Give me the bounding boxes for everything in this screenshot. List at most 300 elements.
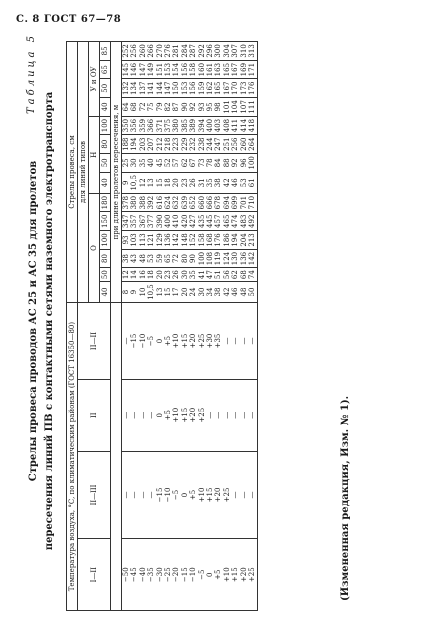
sag-cell: 136 bbox=[240, 249, 248, 268]
sag-cell: 414 bbox=[240, 116, 248, 135]
span-col-header: 50 bbox=[100, 154, 111, 173]
temp-cell: +15 bbox=[181, 303, 189, 380]
sag-cell: 375 bbox=[164, 116, 172, 135]
sag-cell: 8 bbox=[122, 281, 131, 302]
sag-cell: 186 bbox=[223, 231, 231, 250]
temp-cell: — bbox=[248, 303, 257, 380]
sag-cell: 74 bbox=[248, 268, 257, 282]
sag-cell: 45 bbox=[156, 154, 164, 173]
sag-cell: 149 bbox=[147, 60, 155, 79]
sag-cell: 100 bbox=[198, 249, 206, 268]
sag-cell: 108 bbox=[206, 249, 214, 268]
sag-cell: 93 bbox=[122, 231, 131, 250]
sag-cell: 137 bbox=[139, 79, 147, 98]
temp-cell: +5 bbox=[164, 379, 172, 451]
temp-cell: −5 bbox=[172, 451, 180, 539]
sag-cell: 92 bbox=[231, 154, 239, 173]
temp-cell: +10 bbox=[172, 303, 180, 380]
sag-cell: 72 bbox=[139, 98, 147, 117]
temp-cell: +35 bbox=[214, 303, 222, 380]
sag-cell: 380 bbox=[172, 116, 180, 135]
sag-cell: 25 bbox=[122, 154, 131, 173]
sag-cell: 223 bbox=[172, 135, 180, 154]
sag-cell: 68 bbox=[240, 268, 248, 282]
sag-cell: 152 bbox=[189, 231, 197, 250]
sag-cell: 377 bbox=[147, 212, 155, 231]
sag-cell: 408 bbox=[223, 116, 231, 135]
sag-cell: 41 bbox=[198, 268, 206, 282]
sag-cell: 159 bbox=[198, 79, 206, 98]
sag-cell: 171 bbox=[248, 60, 257, 79]
sag-cell: 119 bbox=[214, 249, 222, 268]
table-caption-line1: Стрелы провеса проводов АС 25 и АС 35 для пролетов bbox=[28, 160, 39, 482]
sag-cell: 270 bbox=[156, 42, 164, 61]
sag-cell: 147 bbox=[164, 79, 172, 98]
sag-cell: 124 bbox=[223, 249, 231, 268]
sag-cell: 380 bbox=[130, 193, 138, 212]
sag-cell: 371 bbox=[156, 116, 164, 135]
table-row bbox=[156, 42, 164, 611]
sag-cell: 153 bbox=[164, 60, 172, 79]
sag-cell: 75 bbox=[147, 98, 155, 117]
sag-cell: 20 bbox=[172, 172, 180, 193]
temp-group-header: Температура воздуха, °С, по климатическим районам (ГОСТ 16350—80) bbox=[67, 303, 78, 611]
sag-cell: 100 bbox=[248, 154, 257, 173]
sag-cell: 213 bbox=[248, 231, 257, 250]
table-row bbox=[139, 42, 147, 611]
sag-cell: 212 bbox=[156, 135, 164, 154]
sag-cell: 15 bbox=[164, 281, 172, 302]
table-row bbox=[223, 42, 231, 611]
sag-cell: 445 bbox=[206, 212, 214, 231]
sag-cell: 24 bbox=[189, 281, 197, 302]
sag-cell: 256 bbox=[130, 42, 138, 61]
temp-cell: +10 bbox=[198, 451, 206, 539]
span-length-header: при длине пролетов пересечения, м bbox=[111, 42, 122, 303]
sag-cell: 61 bbox=[248, 172, 257, 193]
sag-cell: 10,5 bbox=[147, 281, 155, 302]
sag-cell: 18 bbox=[147, 268, 155, 282]
sag-cell: 176 bbox=[214, 231, 222, 250]
temp-cell: +15 bbox=[231, 539, 239, 611]
sag-cell: 218 bbox=[164, 135, 172, 154]
sag-cell: 153 bbox=[181, 79, 189, 98]
sag-cell: 84 bbox=[214, 154, 222, 173]
sag-cell: 457 bbox=[214, 212, 222, 231]
table-row bbox=[130, 42, 138, 611]
table-number: Таблица 5 bbox=[26, 33, 37, 115]
sag-cell: 411 bbox=[231, 116, 239, 135]
sag-cell: 17 bbox=[172, 281, 180, 302]
sag-cell: 300 bbox=[214, 42, 222, 61]
sag-cell: 160 bbox=[198, 60, 206, 79]
sag-cell: 366 bbox=[147, 116, 155, 135]
temp-cell: — bbox=[122, 303, 131, 380]
sag-cell: 26 bbox=[172, 268, 180, 282]
sag-cell: 260 bbox=[139, 42, 147, 61]
sag-cell: 67 bbox=[189, 154, 197, 173]
sag-cell: 46 bbox=[231, 172, 239, 193]
sag-cell: 483 bbox=[240, 212, 248, 231]
temp-cell: — bbox=[122, 379, 131, 451]
span-col-header: 40 bbox=[100, 281, 111, 302]
temp-cell: −10 bbox=[189, 539, 197, 611]
sag-cell: 168 bbox=[206, 231, 214, 250]
sag-cell: 79 bbox=[156, 98, 164, 117]
temp-cell: 0 bbox=[156, 379, 164, 451]
sag-cell: 158 bbox=[189, 60, 197, 79]
sag-cell: 18 bbox=[164, 172, 172, 193]
temp-cell: −5 bbox=[147, 303, 155, 380]
sag-cell: 65 bbox=[164, 249, 172, 268]
sag-cell: 10,5 bbox=[130, 172, 138, 193]
span-col-header: 50 bbox=[100, 268, 111, 282]
sag-cell: 20 bbox=[181, 281, 189, 302]
sag-cell: 23 bbox=[181, 172, 189, 193]
sag-cell: 82 bbox=[164, 98, 172, 117]
sag-cell: 420 bbox=[181, 212, 189, 231]
temp-cell: −20 bbox=[172, 539, 180, 611]
sag-cell: 161 bbox=[206, 60, 214, 79]
sag-cell: 162 bbox=[206, 79, 214, 98]
temp-cell: — bbox=[223, 303, 231, 380]
sag-cell: 141 bbox=[147, 79, 155, 98]
sag-cell: 46 bbox=[231, 281, 239, 302]
temp-cell: +10 bbox=[223, 539, 231, 611]
table-row bbox=[214, 42, 222, 611]
sag-cell: 78 bbox=[206, 154, 214, 173]
sag-cell: 90 bbox=[181, 98, 189, 117]
temp-cell: +20 bbox=[189, 379, 197, 451]
sag-cell: 30 bbox=[130, 154, 138, 173]
sag-cell: 31 bbox=[198, 172, 206, 193]
sag-cell: 107 bbox=[240, 98, 248, 117]
sag-cell: 624 bbox=[164, 193, 172, 212]
sag-cell: 367 bbox=[139, 212, 147, 231]
temp-cell: — bbox=[206, 379, 214, 451]
sag-cell: 103 bbox=[130, 231, 138, 250]
temp-cell: −35 bbox=[147, 539, 155, 611]
sag-cell: 52 bbox=[164, 154, 172, 173]
temp-cell: — bbox=[223, 379, 231, 451]
table-row bbox=[172, 42, 180, 611]
temp-cell: +10 bbox=[172, 379, 180, 451]
temp-cell: — bbox=[214, 379, 222, 451]
sag-cell: 176 bbox=[248, 79, 257, 98]
temp-col-header: I—II bbox=[78, 539, 111, 611]
sag-cell: 98 bbox=[214, 98, 222, 117]
sag-cell: 678 bbox=[214, 193, 222, 212]
sag-cell: 188 bbox=[122, 135, 131, 154]
sag-cell: 48 bbox=[139, 249, 147, 268]
sag-cell: 701 bbox=[240, 193, 248, 212]
sag-cell: 165 bbox=[223, 60, 231, 79]
sag-cell: 113 bbox=[139, 231, 147, 250]
sag-cell: 9 bbox=[122, 172, 131, 193]
temp-cell: — bbox=[240, 451, 248, 539]
temp-cell: +20 bbox=[189, 303, 197, 380]
sag-cell: 72 bbox=[172, 249, 180, 268]
sag-cell: 194 bbox=[231, 231, 239, 250]
sag-table bbox=[66, 41, 258, 611]
table-caption-line2: пересечения линий ПВ с контактными сетями наземного электротранспорта bbox=[44, 91, 55, 551]
sag-cell: 378 bbox=[122, 193, 131, 212]
sag-cell: 156 bbox=[181, 60, 189, 79]
span-col-header: 50 bbox=[100, 79, 111, 98]
sag-cell: 281 bbox=[172, 42, 180, 61]
sag-cell: 660 bbox=[198, 193, 206, 212]
temp-cell: −15 bbox=[130, 303, 138, 380]
sag-cell: 492 bbox=[248, 212, 257, 231]
sag-cell: 359 bbox=[139, 116, 147, 135]
table-row bbox=[206, 42, 214, 611]
sag-cell: 30 bbox=[198, 281, 206, 302]
sag-cell: 251 bbox=[223, 135, 231, 154]
sag-cell: 151 bbox=[156, 60, 164, 79]
sag-cell: 410 bbox=[172, 212, 180, 231]
sag-cell: 284 bbox=[181, 42, 189, 61]
sag-cell: 50 bbox=[248, 281, 257, 302]
page-header: С. 8 ГОСТ 67—78 bbox=[16, 14, 122, 25]
temp-cell: −15 bbox=[156, 451, 164, 539]
temp-cell: +5 bbox=[164, 303, 172, 380]
sag-cell: 26 bbox=[189, 172, 197, 193]
sag-cell: 474 bbox=[231, 212, 239, 231]
sag-cell: 465 bbox=[223, 212, 231, 231]
sag-cell: 388 bbox=[139, 193, 147, 212]
span-col-header: 40 bbox=[100, 98, 111, 117]
sag-cell: 639 bbox=[181, 193, 189, 212]
sag-cell: 12 bbox=[122, 268, 131, 282]
sag-cell: 16 bbox=[139, 268, 147, 282]
sag-cell: 111 bbox=[248, 98, 257, 117]
sag-cell: 238 bbox=[198, 135, 206, 154]
sag-cell: 15 bbox=[156, 172, 164, 193]
span-col-header: 100 bbox=[100, 116, 111, 135]
sag-cell: 35 bbox=[189, 268, 197, 282]
sag-cell: 14 bbox=[130, 268, 138, 282]
sag-cell: 148 bbox=[181, 231, 189, 250]
temp-cell: −10 bbox=[164, 451, 172, 539]
sag-cell: 35 bbox=[206, 172, 214, 193]
temp-cell: 0 bbox=[206, 539, 214, 611]
sag-cell: 150 bbox=[172, 79, 180, 98]
sag-cell: 38 bbox=[214, 172, 222, 193]
line-type-header: для линий типов bbox=[78, 42, 89, 303]
temp-cell: +30 bbox=[206, 303, 214, 380]
sag-cell: 418 bbox=[248, 116, 257, 135]
sag-cell: 35 bbox=[139, 154, 147, 173]
sag-cell: 9 bbox=[130, 281, 138, 302]
table-row bbox=[147, 42, 155, 611]
sag-cell: 154 bbox=[172, 60, 180, 79]
temp-cell: +25 bbox=[198, 379, 206, 451]
sag-cell: 260 bbox=[240, 135, 248, 154]
sag-cell: 264 bbox=[248, 135, 257, 154]
sag-cell: 256 bbox=[231, 135, 239, 154]
span-col-header: 80 bbox=[100, 135, 111, 154]
sag-cell: 385 bbox=[181, 116, 189, 135]
sag-cell: 53 bbox=[240, 172, 248, 193]
sag-cell: 146 bbox=[130, 60, 138, 79]
sag-cell: 30 bbox=[181, 268, 189, 282]
type-u-header: У и ОУ bbox=[89, 42, 100, 117]
temp-col-header: II—II bbox=[78, 303, 111, 380]
sag-cell: 357 bbox=[130, 212, 138, 231]
temp-cell: +15 bbox=[206, 451, 214, 539]
sag-cell: 170 bbox=[231, 79, 239, 98]
sag-cell: 710 bbox=[248, 193, 257, 212]
sag-cell: 20 bbox=[156, 268, 164, 282]
sag-cell: 68 bbox=[130, 98, 138, 117]
temp-cell: +25 bbox=[223, 451, 231, 539]
sag-cell: 204 bbox=[240, 231, 248, 250]
temp-cell: — bbox=[248, 379, 257, 451]
sag-cell: 350 bbox=[122, 116, 131, 135]
sag-cell: 666 bbox=[206, 193, 214, 212]
sag-cell: 57 bbox=[172, 154, 180, 173]
sag-cell: 43 bbox=[130, 249, 138, 268]
sag-cell: 48 bbox=[240, 281, 248, 302]
sag-cell: 392 bbox=[147, 193, 155, 212]
temp-cell: +20 bbox=[240, 539, 248, 611]
sag-cell: 394 bbox=[198, 116, 206, 135]
sag-cell: 616 bbox=[156, 193, 164, 212]
sag-cell: 96 bbox=[240, 154, 248, 173]
sag-cell: 163 bbox=[214, 60, 222, 79]
sag-cell: 88 bbox=[223, 154, 231, 173]
span-col-header: 150 bbox=[100, 212, 111, 231]
sag-cell: 310 bbox=[240, 42, 248, 61]
sag-cell: 62 bbox=[181, 154, 189, 173]
sag-cell: 38 bbox=[214, 281, 222, 302]
temp-col-header: II—III bbox=[78, 451, 111, 539]
sag-cell: 194 bbox=[130, 135, 138, 154]
sag-cell: 92 bbox=[189, 98, 197, 117]
span-col-header: 180 bbox=[100, 193, 111, 212]
sag-cell: 203 bbox=[139, 135, 147, 154]
sag-cell: 80 bbox=[181, 249, 189, 268]
sag-cell: 132 bbox=[122, 79, 131, 98]
sag-cell: 142 bbox=[248, 249, 257, 268]
span-col-header: 65 bbox=[100, 60, 111, 79]
temp-cell: — bbox=[139, 451, 147, 539]
sag-cell: 165 bbox=[214, 79, 222, 98]
sag-cell: 144 bbox=[156, 79, 164, 98]
sag-cell: 121 bbox=[147, 231, 155, 250]
sag-cell: 400 bbox=[164, 212, 172, 231]
temp-cell: — bbox=[248, 451, 257, 539]
sag-cell: 40 bbox=[147, 154, 155, 173]
temp-cell: +5 bbox=[189, 451, 197, 539]
sag-cell: 232 bbox=[189, 135, 197, 154]
sag-cell: 87 bbox=[172, 98, 180, 117]
sag-cell: 73 bbox=[198, 154, 206, 173]
span-col-header: 40 bbox=[100, 172, 111, 193]
sag-cell: 403 bbox=[214, 116, 222, 135]
sag-cell: 145 bbox=[122, 60, 131, 79]
sag-cell: 47 bbox=[206, 268, 214, 282]
sag-cell: 287 bbox=[189, 42, 197, 61]
sag-cell: 64 bbox=[122, 98, 131, 117]
sag-cell: 292 bbox=[198, 42, 206, 61]
sag-cell: 207 bbox=[147, 135, 155, 154]
temp-cell: — bbox=[122, 451, 131, 539]
sag-cell: 12 bbox=[139, 172, 147, 193]
sag-cell: 104 bbox=[231, 98, 239, 117]
temp-cell: — bbox=[231, 303, 239, 380]
table-row bbox=[122, 42, 131, 611]
sag-cell: 23 bbox=[164, 268, 172, 282]
temp-cell: −50 bbox=[122, 539, 131, 611]
temp-cell: 0 bbox=[181, 451, 189, 539]
sag-cell: 101 bbox=[223, 98, 231, 117]
sag-cell: 169 bbox=[240, 60, 248, 79]
sag-cell: 252 bbox=[122, 42, 131, 61]
sag-cell: 42 bbox=[223, 172, 231, 193]
sag-cell: 62 bbox=[231, 268, 239, 282]
sag-cell: 694 bbox=[223, 193, 231, 212]
sag-cell: 632 bbox=[172, 193, 180, 212]
temp-cell: −5 bbox=[198, 539, 206, 611]
sag-cell: 13 bbox=[156, 281, 164, 302]
sag-cell: 276 bbox=[164, 42, 172, 61]
temp-cell: — bbox=[231, 451, 239, 539]
temp-cell: — bbox=[240, 303, 248, 380]
table-row bbox=[240, 42, 248, 611]
sag-cell: 435 bbox=[198, 212, 206, 231]
sag-cell: 42 bbox=[223, 281, 231, 302]
sag-cell: 247 bbox=[214, 135, 222, 154]
sag-cell: 652 bbox=[189, 193, 197, 212]
sag-cell: 38 bbox=[122, 249, 131, 268]
temp-col-header: II bbox=[78, 379, 111, 451]
sag-cell: 167 bbox=[223, 79, 231, 98]
table-row bbox=[181, 42, 189, 611]
sag-cell: 147 bbox=[139, 60, 147, 79]
sag-cell: 10 bbox=[139, 281, 147, 302]
temp-cell: −25 bbox=[164, 539, 172, 611]
temp-cell: −15 bbox=[181, 539, 189, 611]
sag-cell: 390 bbox=[156, 212, 164, 231]
sag-cell: 13 bbox=[147, 172, 155, 193]
temp-cell: −45 bbox=[130, 539, 138, 611]
sag-cell: 56 bbox=[223, 268, 231, 282]
sag-cell: 34 bbox=[206, 281, 214, 302]
temp-cell: — bbox=[139, 379, 147, 451]
sag-cell: 129 bbox=[156, 231, 164, 250]
temp-cell: — bbox=[240, 379, 248, 451]
temp-cell: +20 bbox=[214, 451, 222, 539]
temp-cell: — bbox=[231, 379, 239, 451]
sag-cell: 229 bbox=[181, 135, 189, 154]
type-o-header: О bbox=[89, 193, 100, 302]
table-row bbox=[164, 42, 172, 611]
temp-cell: +5 bbox=[214, 539, 222, 611]
temp-cell: — bbox=[147, 379, 155, 451]
sag-cell: 356 bbox=[130, 116, 138, 135]
table-row bbox=[198, 42, 206, 611]
type-n-header: Н bbox=[89, 116, 100, 193]
sag-cell: 53 bbox=[147, 249, 155, 268]
temp-cell: −40 bbox=[139, 539, 147, 611]
sag-cell: 266 bbox=[147, 42, 155, 61]
rotated-table-area bbox=[22, 21, 382, 621]
sag-cell: 59 bbox=[156, 249, 164, 268]
sag-group-header: Стрелы провеса, см bbox=[67, 42, 78, 303]
sag-cell: 95 bbox=[206, 98, 214, 117]
sag-cell: 347 bbox=[122, 212, 131, 231]
